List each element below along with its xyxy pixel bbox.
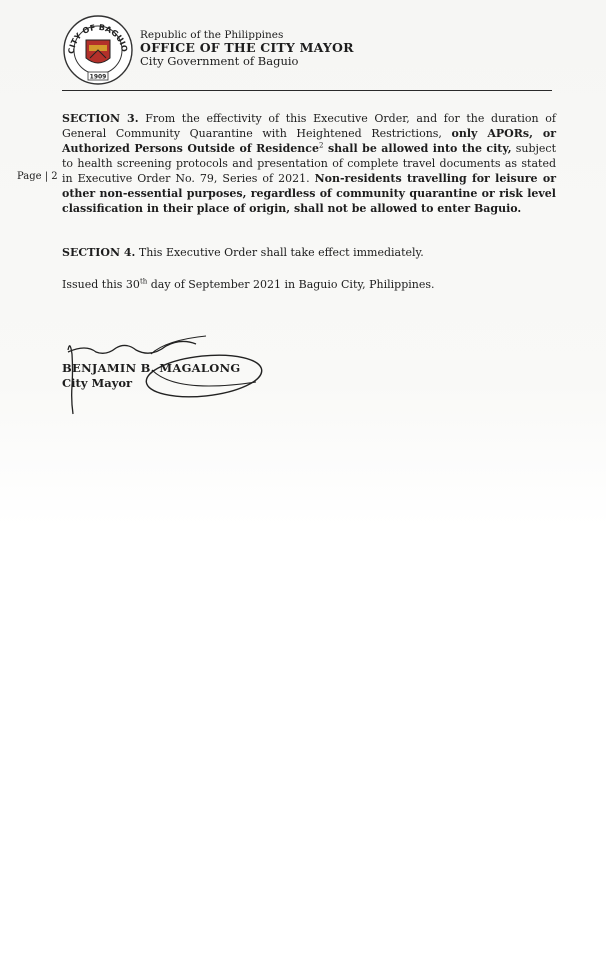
seal-ring-text: CITY OF BAGUIO (66, 22, 130, 55)
section-3-heading: SECTION 3. (62, 112, 139, 125)
city-seal-logo (62, 14, 134, 86)
section-4-text: This Executive Order shall take effect immediately. (135, 246, 424, 259)
issued-line (62, 278, 435, 291)
republic-line: Republic of the Philippines (140, 29, 284, 41)
footnote-marker: 2 (319, 141, 324, 150)
section-4-paragraph (62, 246, 424, 259)
section-3-bold-2: shall be allowed into the city, (323, 142, 512, 155)
signatory-name: BENJAMIN B. MAGALONG (62, 361, 241, 375)
issued-pre: Issued this 30 (62, 278, 140, 291)
issued-ordinal: th (139, 277, 148, 286)
section-3-text-1: From the effectivity of this Executive Order, and for the duration of General Community Quarantine with Heightened Restrictions, (62, 112, 556, 140)
page-number: Page | 2 (17, 171, 58, 182)
header-divider (62, 90, 552, 91)
city-government-line: City Government of Baguio (140, 54, 299, 68)
section-3-bold-1: only APORs, or Authorized Persons Outside of Residence (62, 127, 557, 155)
signatory-title: City Mayor (62, 376, 133, 390)
handwritten-signature (56, 330, 286, 420)
section-4-heading: SECTION 4. (62, 246, 136, 259)
seal-year: 1909 (89, 73, 107, 81)
issued-post: day of September 2021 in Baguio City, Philippines. (147, 278, 435, 291)
office-line: OFFICE OF THE CITY MAYOR (140, 40, 354, 55)
letterhead (140, 29, 354, 68)
section-3-bold-3: Non-residents travelling for leisure or other non-essential purposes, regardless of community quarantine or risk level classification in their place of origin, shall not be allowed to enter Baguio. (62, 172, 556, 215)
section-3-text-2: subject to health screening protocols and presentation of complete travel documents as stated in Executive Order No. 79, Series of 2021. (62, 142, 556, 185)
section-3-paragraph (62, 111, 556, 216)
